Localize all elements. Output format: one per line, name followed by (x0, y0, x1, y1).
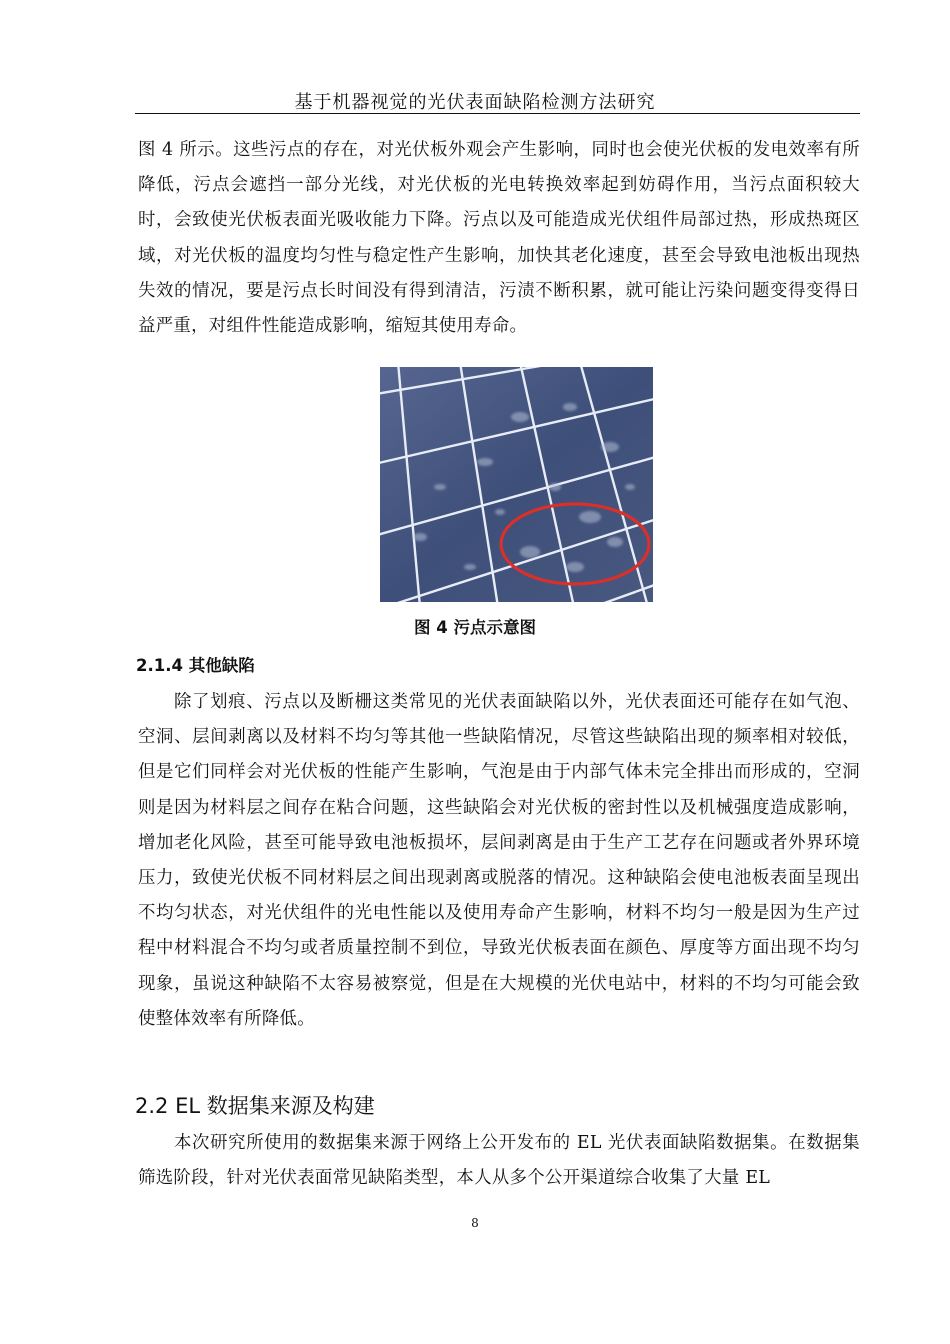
solar-panel-photo (380, 367, 653, 602)
paragraph-dirt-effects: 图 4 所示。这些污点的存在，对光伏板外观会产生影响，同时也会使光伏板的发电效率有所降低，污点会遮挡一部分光线，对光伏板的光电转换效率起到妨碍作用，当污点面积较大时，会致使光伏板表面光吸收能力下降。污点以及可能造成光伏组件局部过热，形成热斑区域，对光伏板的温度均匀性与稳定性产生影响，加快其老化速度，甚至会导致电池板出现热失效的情况，要是污点长时间没有得到清洁，污渍不断积累，就可能让污染问题变得变得日益严重，对组件性能造成影响，缩短其使用寿命。 (138, 140, 860, 337)
figure-caption: 图 4 污点示意图 (414, 618, 536, 637)
figure-dirty-solar-panel (380, 367, 653, 602)
section-heading: 2.2 EL 数据集来源及构建 (135, 1094, 375, 1118)
running-header: 基于机器视觉的光伏表面缺陷检测方法研究 (294, 92, 656, 113)
page-number: 8 (471, 1216, 479, 1230)
subsection-heading: 2.1.4 其他缺陷 (136, 656, 255, 675)
header-rule (135, 113, 860, 114)
paragraph-dataset: 本次研究所使用的数据集来源于网络上公开发布的 EL 光伏表面缺陷数据集。在数据集筛选阶段，针对光伏表面常见缺陷类型，本人从多个公开渠道综合收集了大量 EL (138, 1133, 860, 1189)
paragraph-other-defects: 除了划痕、污点以及断栅这类常见的光伏表面缺陷以外，光伏表面还可能存在如气泡、空洞、层间剥离以及材料不均匀等其他一些缺陷情况，尽管这些缺陷出现的频率相对较低，但是它们同样会对光伏板的性能产生影响，气泡是由于内部气体未完全排出而形成的，空洞则是因为材料层之间存在粘合问题，这些缺陷会对光伏板的密封性以及机械强度造成影响，增加老化风险，甚至可能导致电池板损坏，层间剥离是由于生产工艺存在问题或者外界环境压力，致使光伏板不同材料层之间出现剥离或脱落的情况。这种缺陷会使电池板表面呈现出不均匀状态，对光伏组件的光电性能以及使用寿命产生影响，材料不均匀一般是因为生产过程中材料混合不均匀或者质量控制不到位，导致光伏板表面在颜色、厚度等方面出现不均匀现象，虽说这种缺陷不太容易被察觉，但是在大规模的光伏电站中，材料的不均匀可能会致使整体效率有所降低。 (138, 692, 860, 1029)
